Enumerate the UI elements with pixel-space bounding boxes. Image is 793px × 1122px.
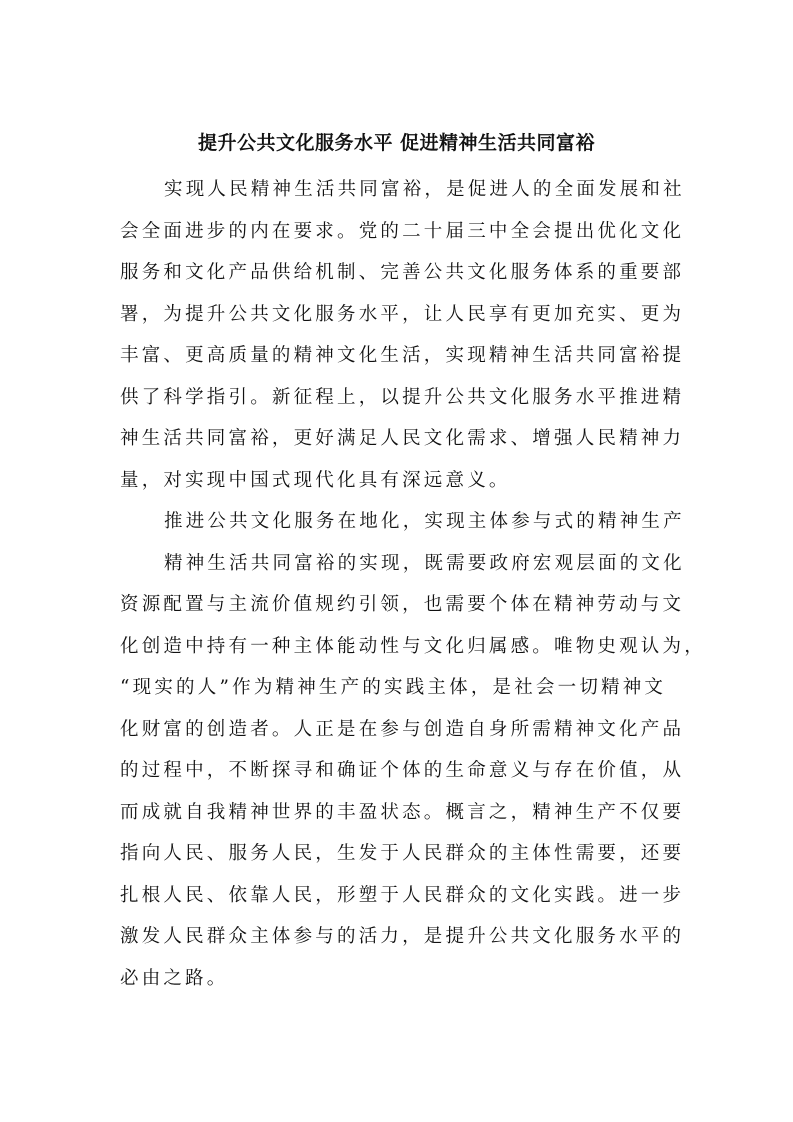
text-line: 而成就自我精神世界的丰盈状态。概言之，精神生产不仅要	[120, 801, 685, 823]
text-line: 的过程中，不断探寻和确证个体的生命意义与存在价值，从	[120, 760, 685, 781]
paragraph-body	[120, 543, 706, 1000]
text-line: 资源配置与主流价值规约引领，也需要个体在精神劳动与文	[120, 594, 685, 615]
text-line: 署，为提升公共文化服务水平，让人民享有更加充实、更为	[120, 303, 685, 325]
text-line: 供了科学指引。新征程上，以提升公共文化服务水平推进精	[120, 386, 685, 408]
text-line: 精神生活共同富裕的实现，既需要政府宏观层面的文化	[164, 552, 685, 574]
text-line: 化创造中持有一种主体能动性与文化归属感。唯物史观认为，	[120, 635, 706, 657]
text-line: 激发人民群众主体参与的活力，是提升公共文化服务水平的	[120, 926, 685, 947]
text-line: 必由之路。	[120, 967, 229, 989]
text-line: 实现人民精神生活共同富裕，是促进人的全面发展和社	[164, 179, 685, 200]
text-line: 会全面进步的内在要求。党的二十届三中全会提出优化文化	[120, 220, 685, 242]
document-title: 提升公共文化服务水平 促进精神生活共同富裕	[197, 132, 596, 154]
document-body	[120, 169, 706, 999]
text-line: 化财富的创造者。人正是在参与创造自身所需精神文化产品	[120, 718, 685, 740]
text-line: “现实的人”作为精神生产的实践主体，是社会一切精神文	[120, 677, 667, 698]
section-heading-text: 推进公共文化服务在地化，实现主体参与式的精神生产	[164, 511, 685, 532]
text-line: 量，对实现中国式现代化具有深远意义。	[120, 469, 511, 491]
text-line: 丰富、更高质量的精神文化生活，实现精神生活共同富裕提	[120, 345, 685, 366]
text-line: 指向人民、服务人民，生发于人民群众的主体性需要，还要	[120, 843, 685, 864]
text-line: 神生活共同富裕，更好满足人民文化需求、增强人民精神力	[120, 428, 685, 449]
section-heading	[120, 501, 685, 543]
text-line: 扎根人民、依靠人民，形塑于人民群众的文化实践。进一步	[120, 884, 685, 906]
paragraph-intro	[120, 169, 685, 501]
text-line: 服务和文化产品供给机制、完善公共文化服务体系的重要部	[120, 262, 685, 283]
